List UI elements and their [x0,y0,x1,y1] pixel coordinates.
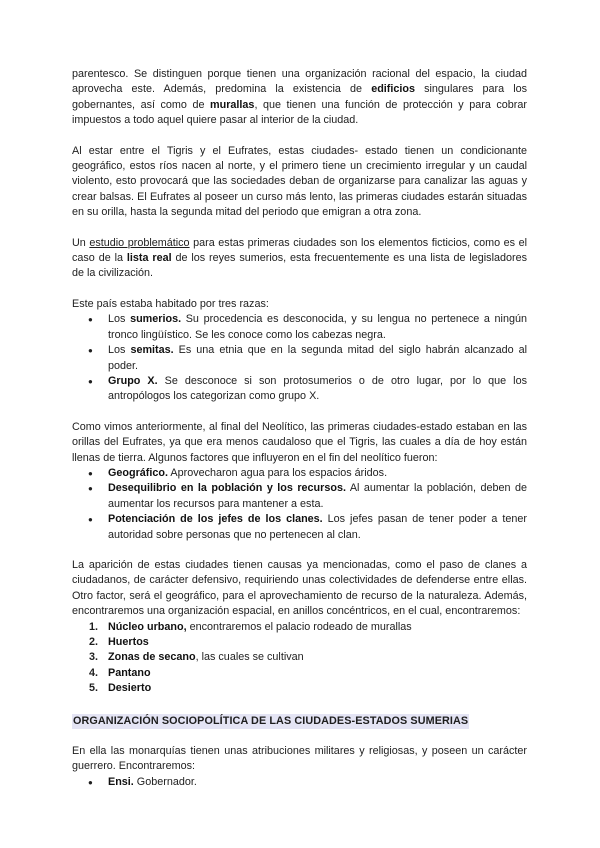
monarchy-intro: En ella las monarquías tienen unas atribuciones militares y religiosas, y poseen un carácter guerrero. Encontraremos: [72,745,527,773]
neolithic-factors-list [72,466,527,543]
list-item: 5. Desierto [89,682,152,695]
bold-edificios: edificios [371,83,415,96]
underlined-estudio-problematico: estudio problemático [89,236,190,249]
section-heading: ORGANIZACIÓN SOCIOPOLÍTICA DE LAS CIUDADES-ESTADOS SUMERIAS [72,714,469,729]
bold-murallas: murallas [210,98,255,111]
list-item: ● Geográfico. Aprovecharon agua para los espacios áridos. [72,466,527,481]
bold-lista-real: lista real [126,252,172,265]
list-item: 4. Pantano [89,666,151,679]
paragraph-parentesco: parentesco. Se distinguen porque tienen una organización racional del espacio, la ciudad aprovecha este. Además, predomina la existencia de edificios singulares para los gobernantes, así como de murallas, que tienen una función de protección y para cobrar impuestos a todo aquel quiere pasar al interior de la ciudad. [72,68,528,127]
list-item: ● Ensi. Gobernador. [72,775,527,790]
neolithic-intro: Como vimos anteriormente, al final del Neolítico, las primeras ciudades-estado estaban en las orillas del Eufrates, ya que era menos caudaloso que el Tigris, las cuales a día de hoy están llenas de tierra. Algunos factores que influyeron en el fin del neolítico fueron: [72,420,527,464]
list-item: ● Potenciación de los jefes de los clanes. Los jefes pasan de tener poder a tener autoridad sobre personas que no pertenecen al clan. [72,512,527,543]
list-item: 3. Zonas de secano, las cuales se cultivan [89,651,304,664]
paragraph-tigris-eufrates: Al estar entre el Tigris y el Eufrates, estas ciudades- estado tienen un condicionante geográfico, estos ríos nacen al norte, y el primero tiene un crecimiento irregular y un caudal violento, esto provocará que las sociedades deban de organizarse para canalizar las aguas y crear balsas. El Eufrates al poseer un curso más lento, las primeras ciudades estarán situadas en su orilla, hasta la segunda mitad del periodo que emigran a otra zona. [72,144,527,219]
paragraph-estudio-problematico: Un estudio problemático para estas primeras ciudades son los elementos ficticios, como es el caso de la lista real de los reyes sumerios, esta frecuentemente es una lista de legisladores de la civilización. [72,236,527,280]
city-rings-list [72,620,527,697]
monarchy-list [72,775,527,790]
list-item: 1. Núcleo urbano, encontraremos el palacio rodeado de murallas [89,620,412,633]
list-item: ● Desequilibrio en la población y los recursos. Al aumentar la población, deben de aumentar los recursos para mantener a esta. [72,481,527,512]
races-list [72,312,527,404]
list-item: ● Grupo X. Se desconoce si son protosumerios o de otro lugar, por lo que los antropólogos los categorizan como grupo X. [72,374,527,405]
races-intro: Este país estaba habitado por tres razas: [72,297,269,310]
document-page [72,67,527,790]
list-item: ● Los semitas. Es una etnia que en la segunda mitad del siglo habrán alcanzado al poder. [72,343,527,374]
list-item: 2. Huertos [89,636,149,648]
cities-intro: La aparición de estas ciudades tienen causas ya mencionadas, como el paso de clanes a ciudadanos, de carácter defensivo, requiriendo unas colectividades de defenderse entre ellas. Otro factor, será el geográfico, para el aprovechamiento de recurso de la naturaleza. Además, encontraremos una organización espacial, en anillos concéntricos, en el cual, encontraremos: [72,558,527,618]
list-item: ● Los sumerios. Su procedencia es desconocida, y su lengua no pertenece a ningún tronco lingüístico. Se les conoce como los cabezas negra. [72,312,527,343]
